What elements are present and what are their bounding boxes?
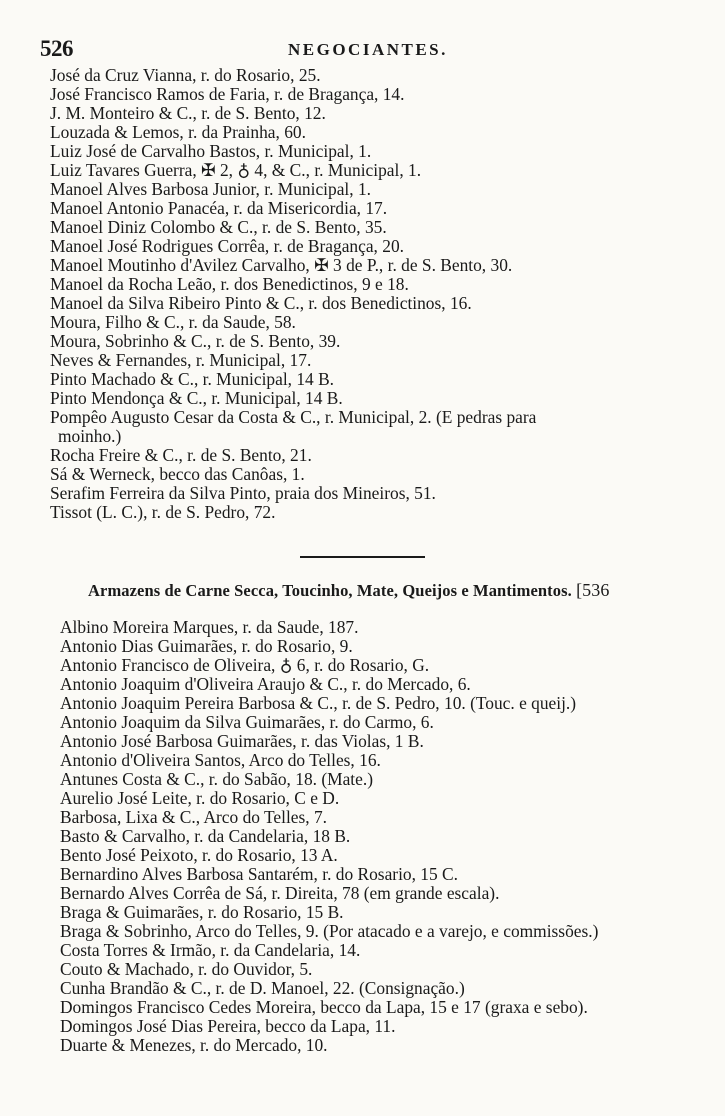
list-item: Moura, Filho & C., r. da Saude, 58. — [50, 313, 296, 332]
list-item: Tissot (L. C.), r. de S. Pedro, 72. — [50, 503, 276, 522]
list-item: Antonio Francisco de Oliveira, ♁ 6, r. do Rosario, G. — [60, 656, 430, 675]
list-item: José da Cruz Vianna, r. do Rosario, 25. — [50, 66, 321, 85]
merchant-list — [50, 66, 700, 522]
list-item: Louzada & Lemos, r. da Prainha, 60. — [50, 123, 306, 142]
list-item: Couto & Machado, r. do Ouvidor, 5. — [60, 960, 313, 979]
list-item: Antonio Joaquim da Silva Guimarães, r. do Carmo, 6. — [60, 713, 434, 732]
list-item: Rocha Freire & C., r. de S. Bento, 21. — [50, 446, 312, 465]
list-item: Antonio Joaquim Pereira Barbosa & C., r. de S. Pedro, 10. (Touc. e queij.) — [60, 694, 577, 713]
list-item-wrapped — [50, 408, 700, 446]
list-item: Serafim Ferreira da Silva Pinto, praia dos Mineiros, 51. — [50, 484, 436, 503]
list-item: Barbosa, Lixa & C., Arco do Telles, 7. — [60, 808, 328, 827]
list-item: J. M. Monteiro & C., r. de S. Bento, 12. — [50, 104, 326, 123]
list-item: Costa Torres & Irmão, r. da Candelaria, 14. — [60, 941, 361, 960]
list-item: Cunha Brandão & C., r. de D. Manoel, 22. (Consignação.) — [60, 979, 465, 998]
section-title: Armazens de Carne Secca, Toucinho, Mate, Queijos e Mantimentos. — [88, 581, 572, 600]
list-item: Luiz José de Carvalho Bastos, r. Municipal, 1. — [50, 142, 372, 161]
list-item: Braga & Guimarães, r. do Rosario, 15 B. — [60, 903, 344, 922]
page-number: 526 — [40, 36, 73, 61]
list-item: Basto & Carvalho, r. da Candelaria, 18 B. — [60, 827, 351, 846]
list-item: Antonio Dias Guimarães, r. do Rosario, 9. — [60, 637, 353, 656]
running-head: NEGOCIANTES. — [288, 40, 448, 59]
list-item: Manoel Alves Barbosa Junior, r. Municipal, 1. — [50, 180, 371, 199]
list-item: Neves & Fernandes, r. Municipal, 17. — [50, 351, 312, 370]
list-item: Braga & Sobrinho, Arco do Telles, 9. (Por atacado e a varejo, e commissões.) — [60, 922, 599, 941]
list-item: Moura, Sobrinho & C., r. de S. Bento, 39. — [50, 332, 341, 351]
section-divider — [300, 556, 425, 558]
list-item: Manoel da Rocha Leão, r. dos Benedictinos, 9 e 18. — [50, 275, 409, 294]
list-item-continuation: moinho.) — [58, 426, 122, 446]
list-item: Bento José Peixoto, r. do Rosario, 13 A. — [60, 846, 338, 865]
list-item: Duarte & Menezes, r. do Mercado, 10. — [60, 1036, 328, 1055]
list-item: Manoel Diniz Colombo & C., r. de S. Bento, 35. — [50, 218, 387, 237]
list-item: Antunes Costa & C., r. do Sabão, 18. (Mate.) — [60, 770, 373, 789]
warehouse-list — [60, 618, 700, 1055]
list-item: Bernardino Alves Barbosa Santarém, r. do Rosario, 15 C. — [60, 865, 458, 884]
list-item: Manoel José Rodrigues Corrêa, r. de Bragança, 20. — [50, 237, 404, 256]
list-item: Antonio Joaquim d'Oliveira Araujo & C., r. do Mercado, 6. — [60, 675, 471, 694]
list-item: Domingos Francisco Cedes Moreira, becco da Lapa, 15 e 17 (graxa e sebo). — [60, 998, 588, 1017]
list-item: Bernardo Alves Corrêa de Sá, r. Direita, 78 (em grande escala). — [60, 884, 500, 903]
list-item: Antonio José Barbosa Guimarães, r. das Violas, 1 B. — [60, 732, 424, 751]
list-item: Manoel Moutinho d'Avilez Carvalho, ✠ 3 de P., r. de S. Bento, 30. — [50, 256, 513, 275]
list-item: José Francisco Ramos de Faria, r. de Bragança, 14. — [50, 85, 405, 104]
section-heading — [88, 580, 609, 601]
page-header — [40, 36, 470, 62]
list-item: Aurelio José Leite, r. do Rosario, C e D. — [60, 789, 340, 808]
list-item: Sá & Werneck, becco das Canôas, 1. — [50, 465, 305, 484]
list-item: Albino Moreira Marques, r. da Saude, 187. — [60, 618, 359, 637]
list-item: Manoel Antonio Panacéa, r. da Misericordia, 17. — [50, 199, 388, 218]
list-item: Luiz Tavares Guerra, ✠ 2, ♁ 4, & C., r. Municipal, 1. — [50, 161, 422, 180]
list-item: Antonio d'Oliveira Santos, Arco do Telles, 16. — [60, 751, 381, 770]
list-item-line: Pompêo Augusto Cesar da Costa & C., r. Municipal, 2. (E pedras para — [50, 408, 537, 427]
list-item: Pinto Machado & C., r. Municipal, 14 B. — [50, 370, 335, 389]
list-item: Manoel da Silva Ribeiro Pinto & C., r. dos Benedictinos, 16. — [50, 294, 472, 313]
list-item: Pinto Mendonça & C., r. Municipal, 14 B. — [50, 389, 343, 408]
list-item: Domingos José Dias Pereira, becco da Lapa, 11. — [60, 1017, 396, 1036]
section-reference: [536 — [576, 580, 610, 600]
